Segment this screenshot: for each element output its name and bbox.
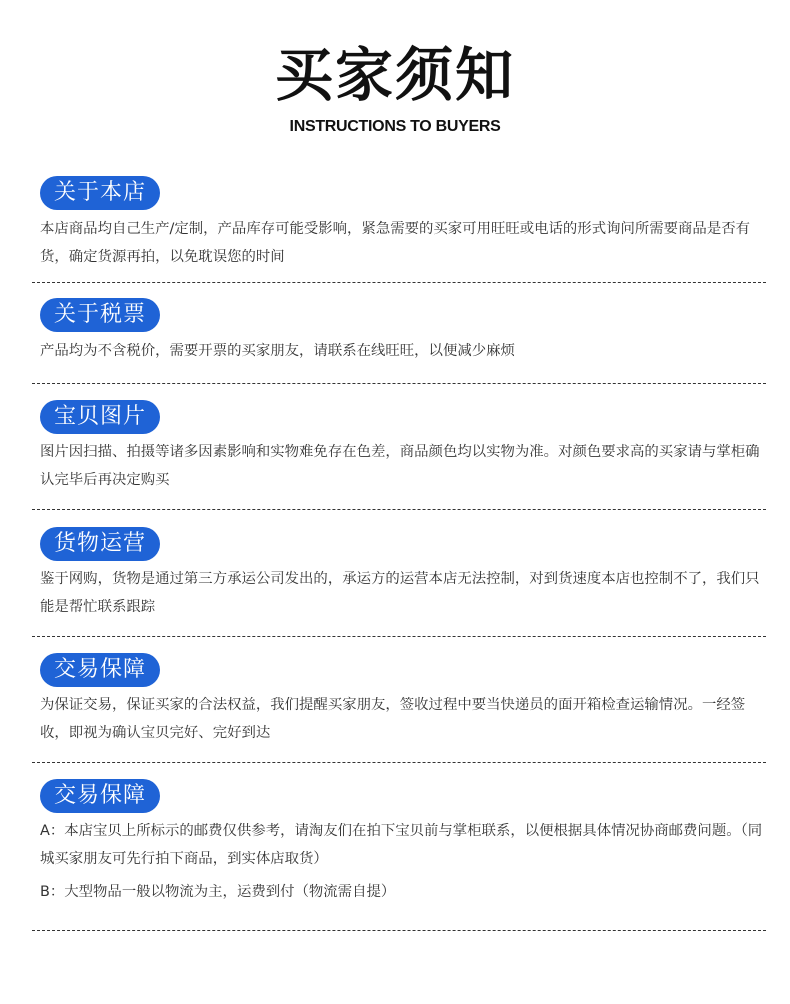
section-paragraph: 为保证交易，保证买家的合法权益，我们提醒买家朋友，签收过程中要当快递员的面开箱检查运输情况。一经签收，即视为确认宝贝完好、完好到达 bbox=[40, 697, 746, 741]
section-paragraph-a: A：本店宝贝上所标示的邮费仅供参考，请淘友们在拍下宝贝前与掌柜联系，以便根据具体情况协商邮费问题。（同城买家朋友可先行拍下商品，到实体店取货） bbox=[40, 823, 763, 867]
page-subtitle: INSTRUCTIONS TO BUYERS bbox=[289, 118, 501, 135]
section-paragraph: 本店商品均自己生产/定制，产品库存可能受影响，紧急需要的买家可用旺旺或电话的形式询问所需要商品是否有货，确定货源再拍，以免耽误您的时间 bbox=[40, 221, 750, 265]
section-paragraph: 图片因扫描、拍摄等诸多因素影响和实物难免存在色差，商品颜色均以实物为准。对颜色要求高的买家请与掌柜确认完毕后再决定购买 bbox=[40, 444, 760, 488]
section-label-pill: 关于税票 bbox=[40, 298, 160, 332]
section-label-pill: 宝贝图片 bbox=[40, 400, 160, 434]
section-divider bbox=[32, 282, 766, 283]
section-label-pill: 交易保障 bbox=[40, 779, 160, 813]
section-divider bbox=[32, 930, 766, 931]
section-divider bbox=[32, 636, 766, 637]
page-title: 买家须知 bbox=[274, 41, 515, 109]
section-paragraph-b: B：大型物品一般以物流为主，运费到付（物流需自提） bbox=[40, 884, 396, 900]
section-divider bbox=[32, 509, 766, 510]
section-label-pill: 货物运营 bbox=[40, 527, 160, 561]
section-label-pill: 交易保障 bbox=[40, 653, 160, 687]
section-paragraph: 鉴于网购，货物是通过第三方承运公司发出的，承运方的运营本店无法控制，对到货速度本店也控制不了，我们只能是帮忙联系跟踪 bbox=[40, 571, 760, 615]
section-label-pill: 关于本店 bbox=[40, 176, 160, 210]
section-paragraph: 产品均为不含税价，需要开票的买家朋友，请联系在线旺旺，以便减少麻烦 bbox=[40, 343, 515, 359]
section-divider bbox=[32, 383, 766, 384]
section-divider bbox=[32, 762, 766, 763]
